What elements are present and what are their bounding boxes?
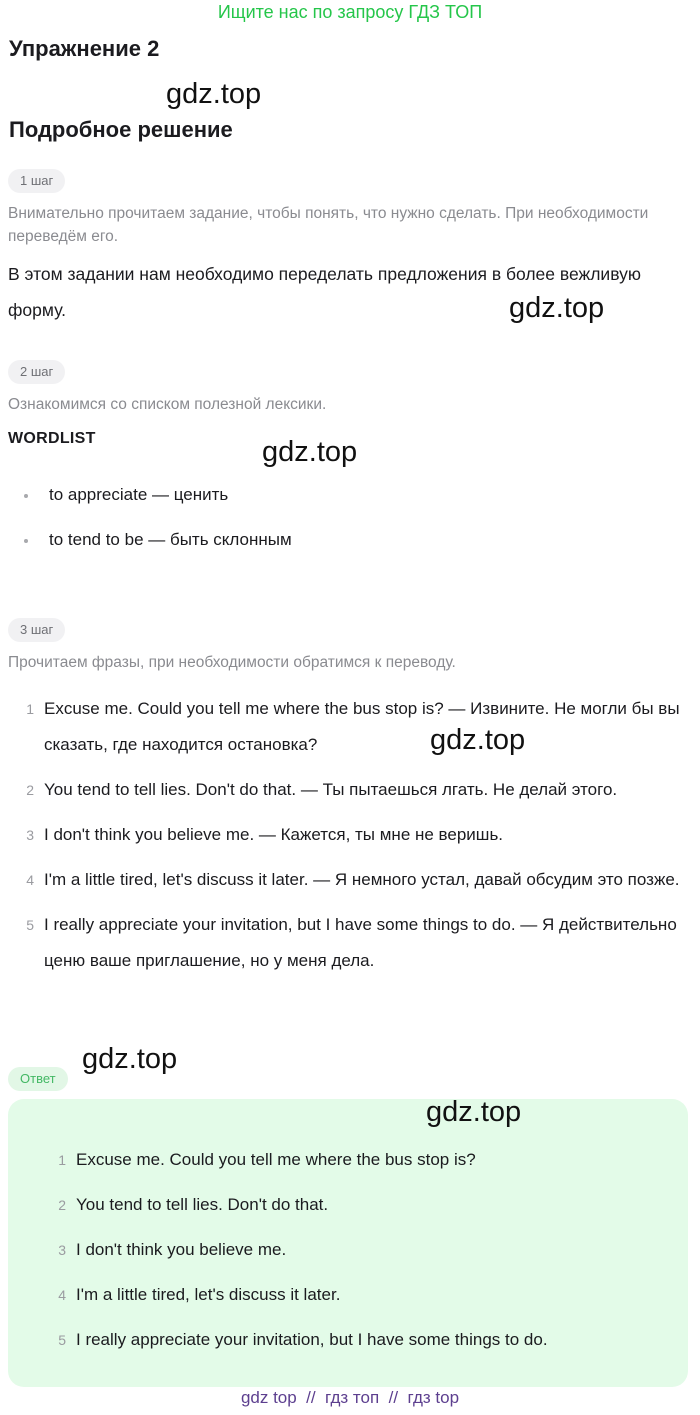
item-number: 2 [58, 1197, 66, 1213]
bullet-icon [24, 539, 28, 543]
list-item [32, 1142, 672, 1187]
item-text: Excuse me. Could you tell me where the bus stop is? [76, 1150, 476, 1169]
item-text: I really appreciate your invitation, but I have some things to do. [76, 1330, 548, 1349]
item-number: 5 [58, 1332, 66, 1348]
word-text: to tend to be — быть склонным [49, 530, 292, 549]
bullet-icon [24, 494, 28, 498]
list-item [32, 1277, 672, 1322]
solution-title: Подробное решение [9, 117, 233, 142]
wordlist-title: WORDLIST [8, 430, 96, 447]
item-number: 3 [58, 1242, 66, 1258]
list-item [32, 1187, 672, 1232]
list-item [0, 691, 680, 763]
list-item [32, 1232, 672, 1277]
word-text: to appreciate — ценить [49, 485, 229, 504]
item-number: 4 [26, 872, 34, 888]
item-text: I really appreciate your invitation, but I have some things to do. — Я действительно ценю ваше приглашение, но у меня дела. [44, 915, 677, 970]
watermark: gdz.top [426, 1096, 522, 1128]
search-banner: Ищите нас по запросу ГДЗ ТОП [217, 2, 483, 22]
step-2-hint: Ознакомимся со списком полезной лексики. [8, 396, 327, 413]
item-text: I don't think you believe me. — Кажется, ты мне не веришь. [44, 825, 504, 844]
watermark: gdz.top [430, 724, 526, 756]
exercise-title: Упражнение 2 [9, 36, 160, 61]
step-1-hint: Внимательно прочитаем задание, чтобы понять, что нужно сделать. При необходимости переведём его. [8, 205, 649, 245]
item-text: I'm a little tired, let's discuss it later. — Я немного устал, давай обсудим это позже. [44, 870, 680, 889]
item-number: 5 [26, 917, 34, 933]
item-text: I don't think you believe me. [76, 1240, 287, 1259]
item-number: 3 [26, 827, 34, 843]
item-number: 2 [26, 782, 34, 798]
phrase-list [0, 691, 680, 988]
watermark: gdz.top [82, 1043, 178, 1075]
watermark: gdz.top [262, 436, 358, 468]
list-item [32, 1322, 672, 1367]
watermark: gdz.top [166, 78, 262, 110]
item-number: 1 [58, 1152, 66, 1168]
item-text: You tend to tell lies. Don't do that. [76, 1195, 329, 1214]
item-number: 4 [58, 1287, 66, 1303]
item-number: 1 [26, 701, 34, 717]
answer-list [32, 1142, 672, 1367]
list-item [22, 525, 682, 570]
answer-badge: Ответ [8, 1067, 68, 1091]
step-3-hint: Прочитаем фразы, при необходимости обратимся к переводу. [8, 654, 456, 671]
list-item [0, 907, 680, 979]
answer-box [8, 1099, 688, 1387]
item-text: Excuse me. Could you tell me where the bus stop is? — Извините. Не могли бы вы сказать, где находится остановка? [44, 699, 680, 754]
wordlist [22, 480, 682, 570]
step-2-badge: 2 шаг [8, 360, 65, 384]
watermark: gdz.top [509, 292, 605, 324]
list-item [0, 817, 680, 853]
step-1-text: В этом задании нам необходимо переделать предложения в более вежливую форму. [8, 264, 641, 320]
list-item [0, 772, 680, 808]
list-item [22, 480, 682, 525]
list-item [0, 862, 680, 898]
step-1-badge: 1 шаг [8, 169, 65, 193]
item-text: I'm a little tired, let's discuss it later. [76, 1285, 341, 1304]
step-3-badge: 3 шаг [8, 618, 65, 642]
footer-links[interactable]: gdz top // гдз топ // гдз top [240, 1388, 460, 1407]
item-text: You tend to tell lies. Don't do that. — Ты пытаешься лгать. Не делай этого. [44, 780, 618, 799]
